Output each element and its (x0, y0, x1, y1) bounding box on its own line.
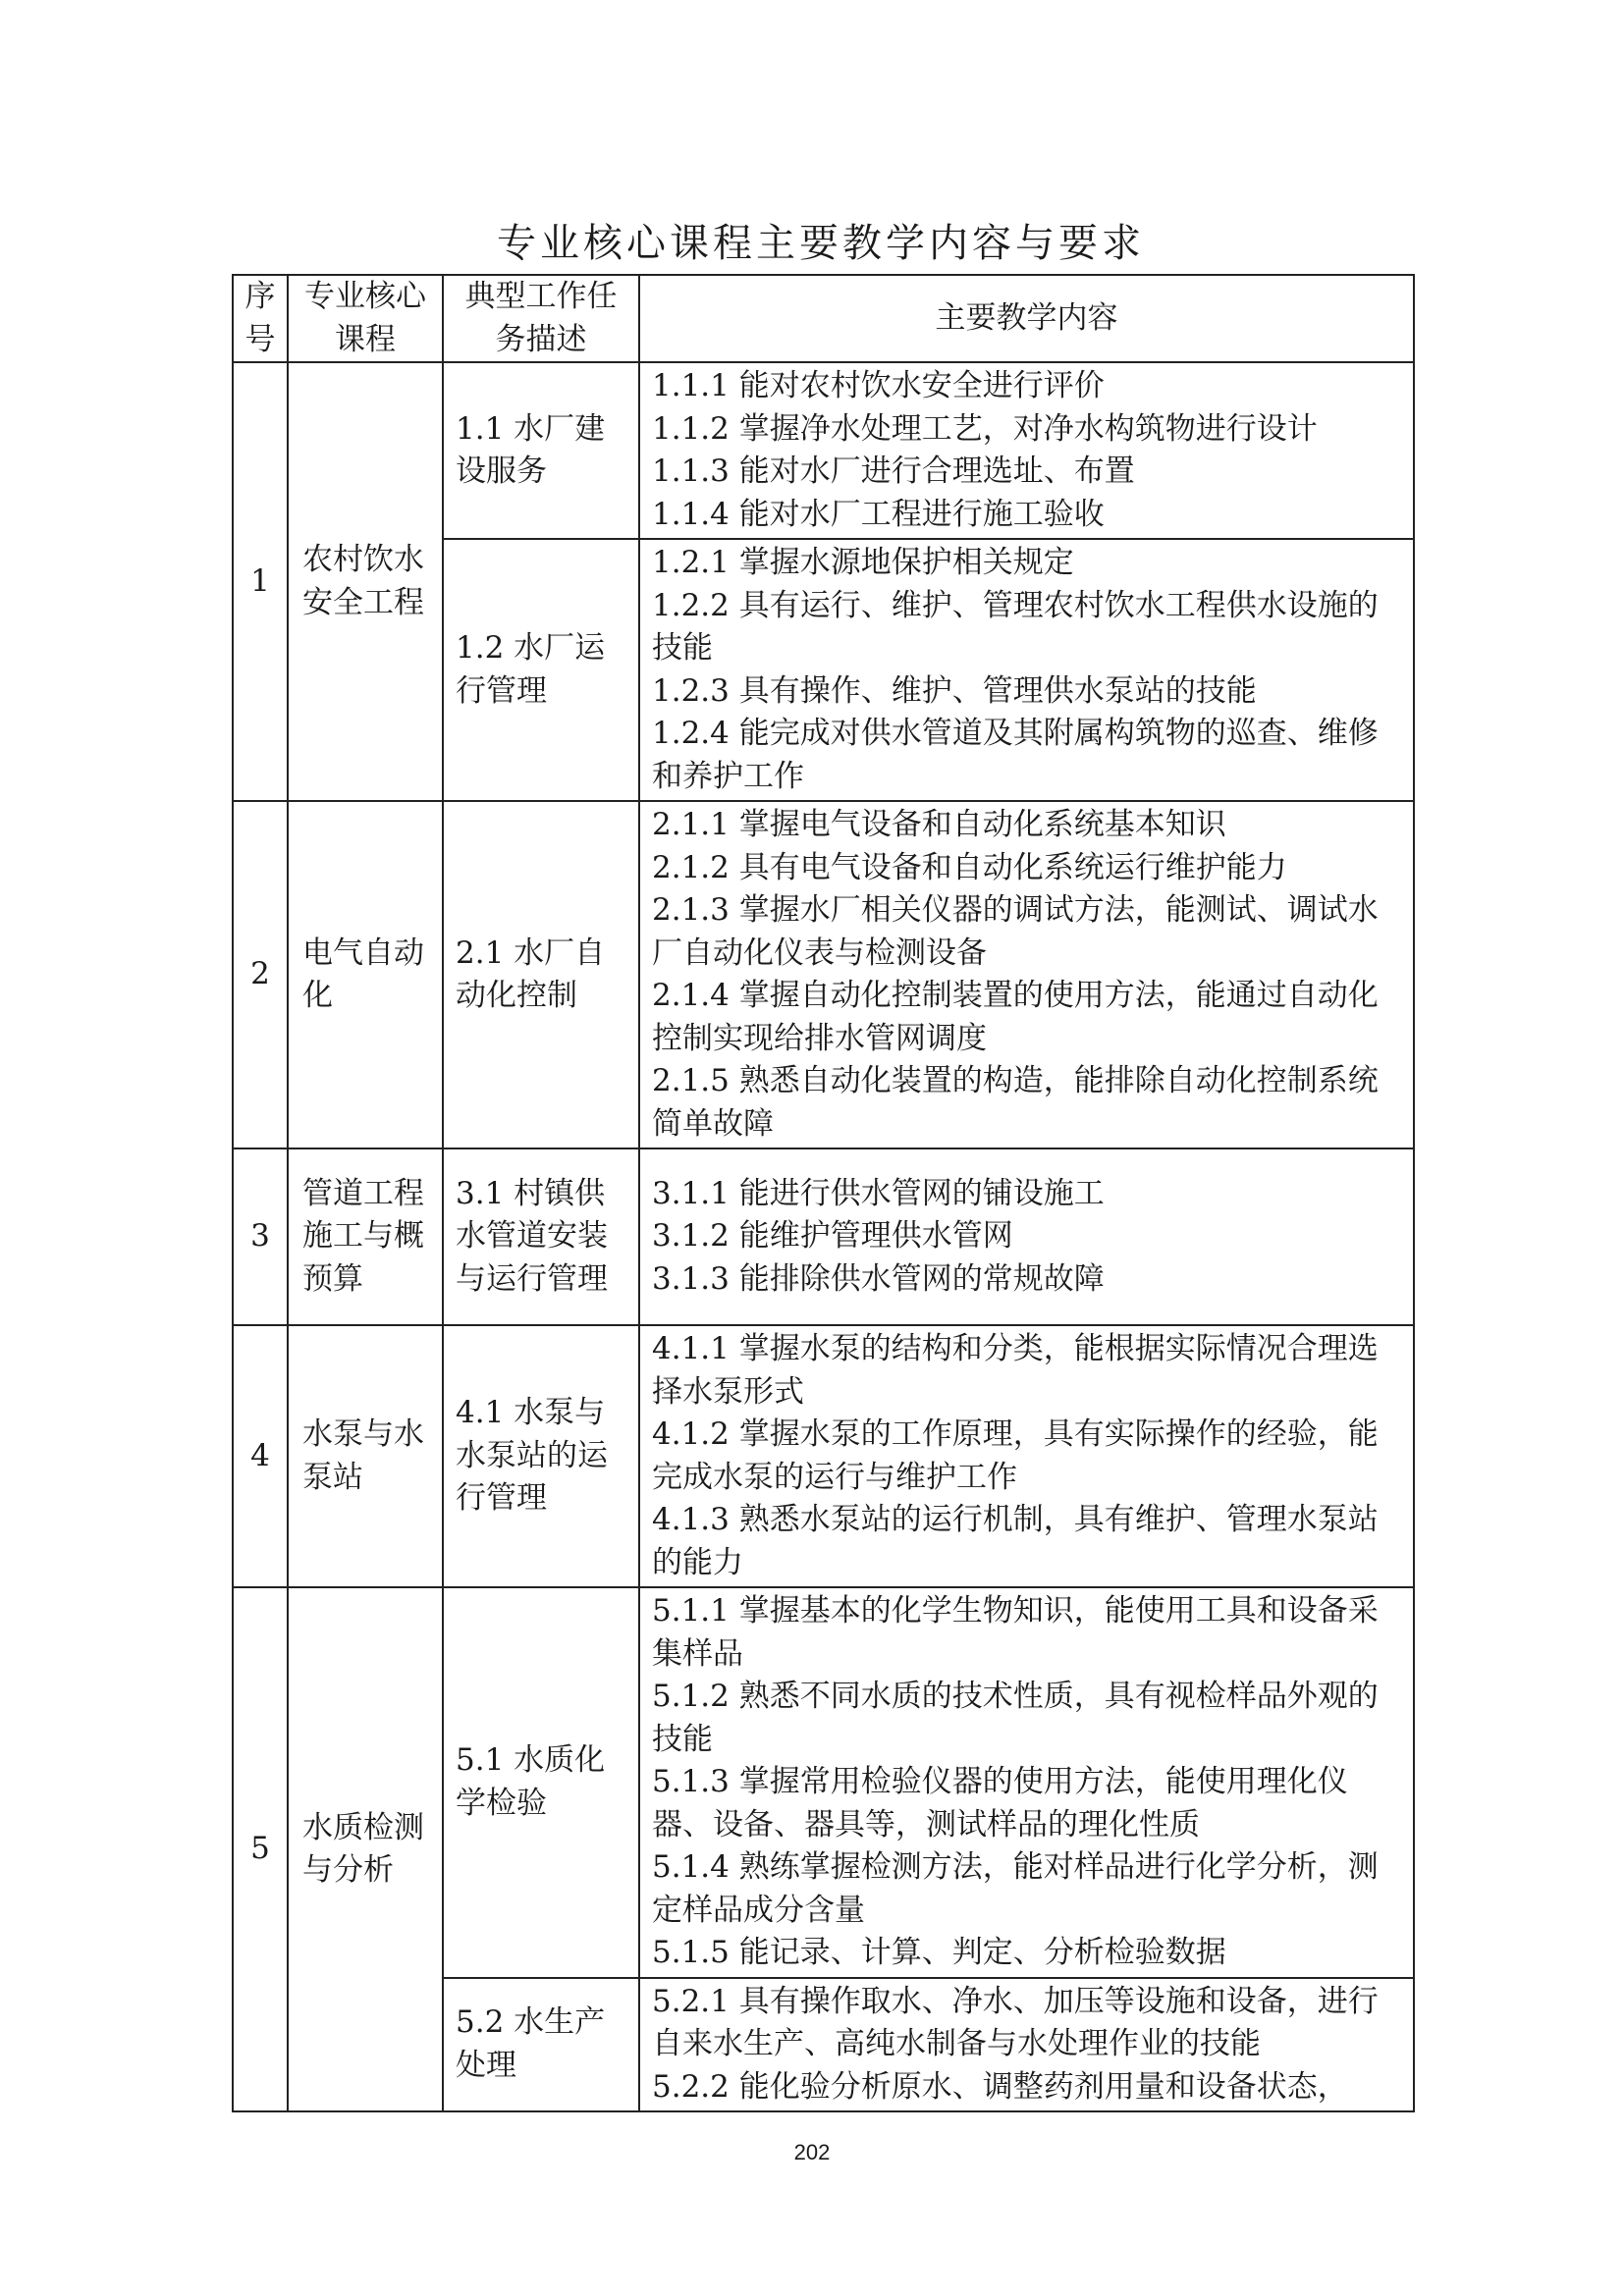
content-item: 3.1.3 能排除供水管网的常规故障 (652, 1260, 1105, 1297)
content-cell (639, 1325, 1414, 1587)
table-row (233, 362, 1414, 539)
page-number: 202 (793, 2140, 831, 2164)
course-name: 农村饮水安全工程 (288, 362, 443, 801)
course-name: 水泵与水泵站 (288, 1325, 443, 1587)
page-title: 专业核心课程主要教学内容与要求 (497, 221, 1145, 266)
content-item: 5.1.3 掌握常用检验仪器的使用方法，能使用理化仪器、设备、器具等，测试样品的理化性质 (652, 1764, 1348, 1842)
content-item: 3.1.2 能维护管理供水管网 (652, 1218, 1013, 1255)
course-name: 管道工程施工与概预算 (288, 1148, 443, 1325)
table-row (233, 1325, 1414, 1587)
content-item: 1.1.3 能对水厂进行合理选址、布置 (652, 454, 1135, 489)
content-item: 5.1.1 掌握基本的化学生物知识，能使用工具和设备采集样品 (652, 1593, 1379, 1672)
content-item: 2.1.1 掌握电气设备和自动化系统基本知识 (652, 807, 1226, 842)
task-description: 4.1 水泵与水泵站的运行管理 (443, 1325, 639, 1587)
content-item: 2.1.2 具有电气设备和自动化系统运行维护能力 (652, 849, 1287, 885)
content-item: 5.1.2 熟悉不同水质的技术性质，具有视检样品外观的技能 (652, 1679, 1379, 1757)
content-item: 1.1.1 能对农村饮水安全进行评价 (652, 368, 1105, 403)
content-item: 4.1.1 掌握水泵的结构和分类，能根据实际情况合理选择水泵形式 (652, 1331, 1379, 1410)
row-number: 4 (233, 1325, 288, 1587)
table-row (233, 1587, 1414, 1978)
content-item: 2.1.3 掌握水厂相关仪器的调试方法，能测试、调试水厂自动化仪表与检测设备 (652, 892, 1379, 971)
content-item: 4.1.3 熟悉水泵站的运行机制，具有维护、管理水泵站的能力 (652, 1502, 1379, 1580)
content-cell (639, 1978, 1414, 2112)
row-number: 3 (233, 1148, 288, 1325)
task-description: 1.1 水厂建设服务 (443, 362, 639, 539)
content-cell (639, 1587, 1414, 1978)
content-item: 1.2.1 掌握水源地保护相关规定 (652, 545, 1074, 580)
content-item: 1.1.4 能对水厂工程进行施工验收 (652, 496, 1105, 532)
content-item: 3.1.1 能进行供水管网的铺设施工 (652, 1175, 1105, 1211)
task-description: 5.2 水生产处理 (443, 1978, 639, 2112)
content-item: 5.2.1 具有操作取水、净水、加压等设施和设备，进行自来水生产、高纯水制备与水处理作业的技能 (652, 1983, 1379, 2061)
content-cell (639, 801, 1414, 1148)
task-description: 2.1 水厂自动化控制 (443, 801, 639, 1148)
row-number: 5 (233, 1587, 288, 2111)
header-seq: 序号 (233, 275, 288, 362)
table-row (233, 801, 1414, 1148)
row-number: 2 (233, 801, 288, 1148)
header-task: 典型工作任务描述 (443, 275, 639, 362)
header-content: 主要教学内容 (639, 275, 1414, 362)
content-item: 1.2.2 具有运行、维护、管理农村饮水工程供水设施的技能 (652, 587, 1379, 666)
content-item: 5.1.5 能记录、计算、判定、分析检验数据 (652, 1935, 1226, 1970)
row-number: 1 (233, 362, 288, 801)
content-cell (639, 1148, 1414, 1325)
content-item: 1.2.4 能完成对供水管道及其附属构筑物的巡查、维修和养护工作 (652, 716, 1379, 794)
content-item: 1.1.2 掌握净水处理工艺，对净水构筑物进行设计 (652, 410, 1318, 447)
header-course: 专业核心课程 (288, 275, 443, 362)
task-description: 1.2 水厂运行管理 (443, 539, 639, 801)
table-header-row (233, 275, 1414, 362)
course-table (232, 274, 1415, 2112)
content-item: 1.2.3 具有操作、维护、管理供水泵站的技能 (652, 672, 1257, 709)
content-item: 5.2.2 能化验分析原水、调整药剂用量和设备状态， (652, 2068, 1348, 2105)
table-row (233, 1148, 1414, 1325)
course-name: 电气自动化 (288, 801, 443, 1148)
course-name: 水质检测与分析 (288, 1587, 443, 2111)
content-item: 2.1.4 掌握自动化控制装置的使用方法，能通过自动化控制实现给排水管网调度 (652, 978, 1379, 1056)
content-item: 4.1.2 掌握水泵的工作原理，具有实际操作的经验，能完成水泵的运行与维护工作 (652, 1416, 1379, 1495)
content-item: 2.1.5 熟悉自动化装置的构造，能排除自动化控制系统简单故障 (652, 1063, 1379, 1142)
content-cell (639, 539, 1414, 801)
content-cell (639, 362, 1414, 539)
task-description: 5.1 水质化学检验 (443, 1587, 639, 1978)
content-item: 5.1.4 熟练掌握检测方法，能对样品进行化学分析，测定样品成分含量 (652, 1849, 1379, 1928)
task-description: 3.1 村镇供水管道安装与运行管理 (443, 1148, 639, 1325)
